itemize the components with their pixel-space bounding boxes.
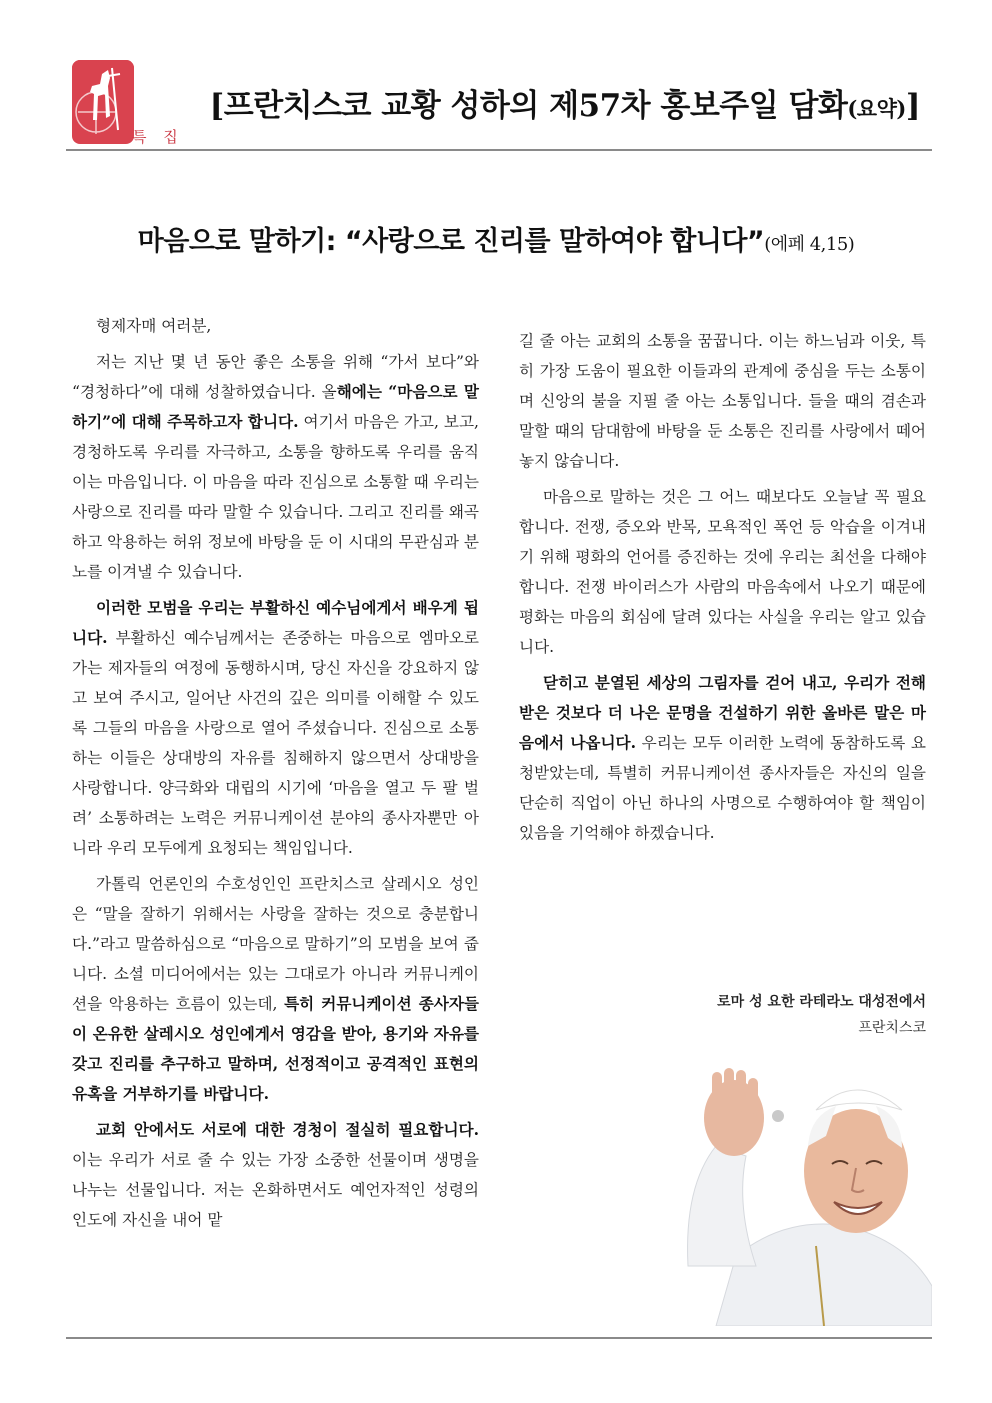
lamb-with-cross-icon <box>72 60 134 144</box>
title-summary-tag: (요약) <box>847 96 906 121</box>
paragraph-2 <box>72 593 479 863</box>
paragraph-4 <box>72 1115 479 1235</box>
footer-divider <box>66 1337 932 1339</box>
paragraph-1-emphasis: 해에는 “마음으로 말하기”에 대해 주목하고자 합니다. <box>72 382 479 431</box>
right-column <box>519 326 926 854</box>
salutation: 형제자매 여러분, <box>96 317 212 335</box>
paragraph-3-text: 가톨릭 언론인의 수호성인인 프란치스코 살레시오 성인은 “말을 잘하기 위해서는 사랑을 잘하는 것으로 충분합니다.”라고 말씀하심으로 “마음으로 말하기”의 모범을 보여 줍니다. 소셜 미디어에서는 있는 그대로가 아니라 커뮤니케이션을 악용하는 흐름이 있는데, <box>72 875 479 1013</box>
paragraph-2-emphasis: 이러한 모범을 우리는 부활하신 예수님에게서 배우게 됩니다. <box>72 598 479 647</box>
paragraph-1-text: 저는 지난 몇 년 동안 좋은 소통을 위해 “가서 보다”와 “경청하다”에 대해 성찰하였습니다. 올 <box>72 353 479 401</box>
paragraph-4-text: 이는 우리가 서로 줄 수 있는 가장 소중한 선물이며 생명을 나누는 선물입니다. 저는 온화하면서도 예언자적인 성령의 인도에 자신을 내어 맡 <box>72 1151 479 1229</box>
section-label: 특 집 <box>132 128 184 146</box>
scripture-reference: (에페 4,15) <box>764 234 855 255</box>
paragraph-7-text: 우리는 모두 이러한 노력에 동참하도록 요청받았는데, 특별히 커뮤니케이션 종사자들은 자신의 일을 단순히 직업이 아닌 하나의 사명으로 수행하여야 할 책임이 있음을 기억해야 하겠습니다. <box>519 734 926 842</box>
paragraph-1-text-cont: 여기서 마음은 가고, 보고, 경청하도록 우리를 자극하고, 소통을 향하도록 우리를 움직이는 마음입니다. 이 마음을 따라 진심으로 소통할 때 우리는 사랑으로 진리를 따라 말할 수 있습니다. 그리고 진리를 왜곡하고 악용하는 허위 정보에 바탕을 둔 이 시대의 무관심과 분노를 이겨낼 수 있습니다. <box>72 413 479 581</box>
special-feature-logo <box>72 60 190 152</box>
paragraph-3 <box>72 869 479 1109</box>
pope-waving-portrait <box>676 1066 932 1326</box>
signature-name: 프란치스코 <box>858 1020 926 1036</box>
signature-place: 로마 성 요한 라테라노 대성전에서 <box>717 994 926 1010</box>
signature-block <box>717 989 926 1041</box>
page-title <box>210 80 920 125</box>
subtitle <box>0 219 992 258</box>
paragraph-4-emphasis: 교회 안에서도 서로에 대한 경청이 절실히 필요합니다. <box>96 1120 479 1139</box>
header-divider <box>66 149 932 151</box>
paragraph-2-text: 부활하신 예수님께서는 존중하는 마음으로 엠마오로 가는 제자들의 여정에 동행하시며, 당신 자신을 강요하지 않고 보여 주시고, 일어난 사건의 깊은 의미를 이해할 수 있도록 그들의 마음을 사랑으로 열어 주셨습니다. 진심으로 소통하는 이들은 상대방의 자유를 침해하지 않으면서 상대방을 사랑합니다. 양극화와 대립의 시기에 ‘마음을 열고 두 팔 벌려’ 소통하려는 노력은 커뮤니케이션 분야의 종사자뿐만 아니라 우리 모두에게 요청되는 책임입니다. <box>72 629 479 857</box>
title-bracket-end: ] <box>905 88 920 124</box>
paragraph-1 <box>72 347 479 587</box>
paragraph-3-emphasis: 특히 커뮤니케이션 종사자들이 온유한 살레시오 성인에게서 영감을 받아, 용기와 자유를 갖고 진리를 추구하고 말하며, 선정적이고 공격적인 표현의 유혹을 거부하기를 바랍니다. <box>72 994 479 1103</box>
subtitle-main: 마음으로 말하기: “사랑으로 진리를 말하여야 합니다” <box>137 226 765 257</box>
title-main: [프란치스코 교황 성하의 제57차 홍보주일 담화 <box>209 88 848 124</box>
paragraph-5: 길 줄 아는 교회의 소통을 꿈꿉니다. 이는 하느님과 이웃, 특히 가장 도움이 필요한 이들과의 관계에 중심을 두는 소통이며 신앙의 불을 지필 줄 아는 소통입니다. 들을 때의 겸손과 말할 때의 담대함에 바탕을 둔 소통은 진리를 사랑에서 떼어 놓지 않습니다. <box>519 332 926 470</box>
paragraph-7-emphasis: 닫히고 분열된 세상의 그림자를 걷어 내고, 우리가 전해 받은 것보다 더 나은 문명을 건설하기 위한 올바른 말은 마음에서 나옵니다. <box>519 673 926 752</box>
paragraph-7 <box>519 668 926 848</box>
paragraph-6: 마음으로 말하는 것은 그 어느 때보다도 오늘날 꼭 필요합니다. 전쟁, 증오와 반목, 모욕적인 폭언 등 악습을 이겨내기 위해 평화의 언어를 증진하는 것에 우리는 최선을 다해야 합니다. 전쟁 바이러스가 사람의 마음속에서 나오기 때문에 평화는 마음의 회심에 달려 있다는 사실을 우리는 알고 있습니다. <box>519 488 926 656</box>
left-column <box>72 311 479 1241</box>
